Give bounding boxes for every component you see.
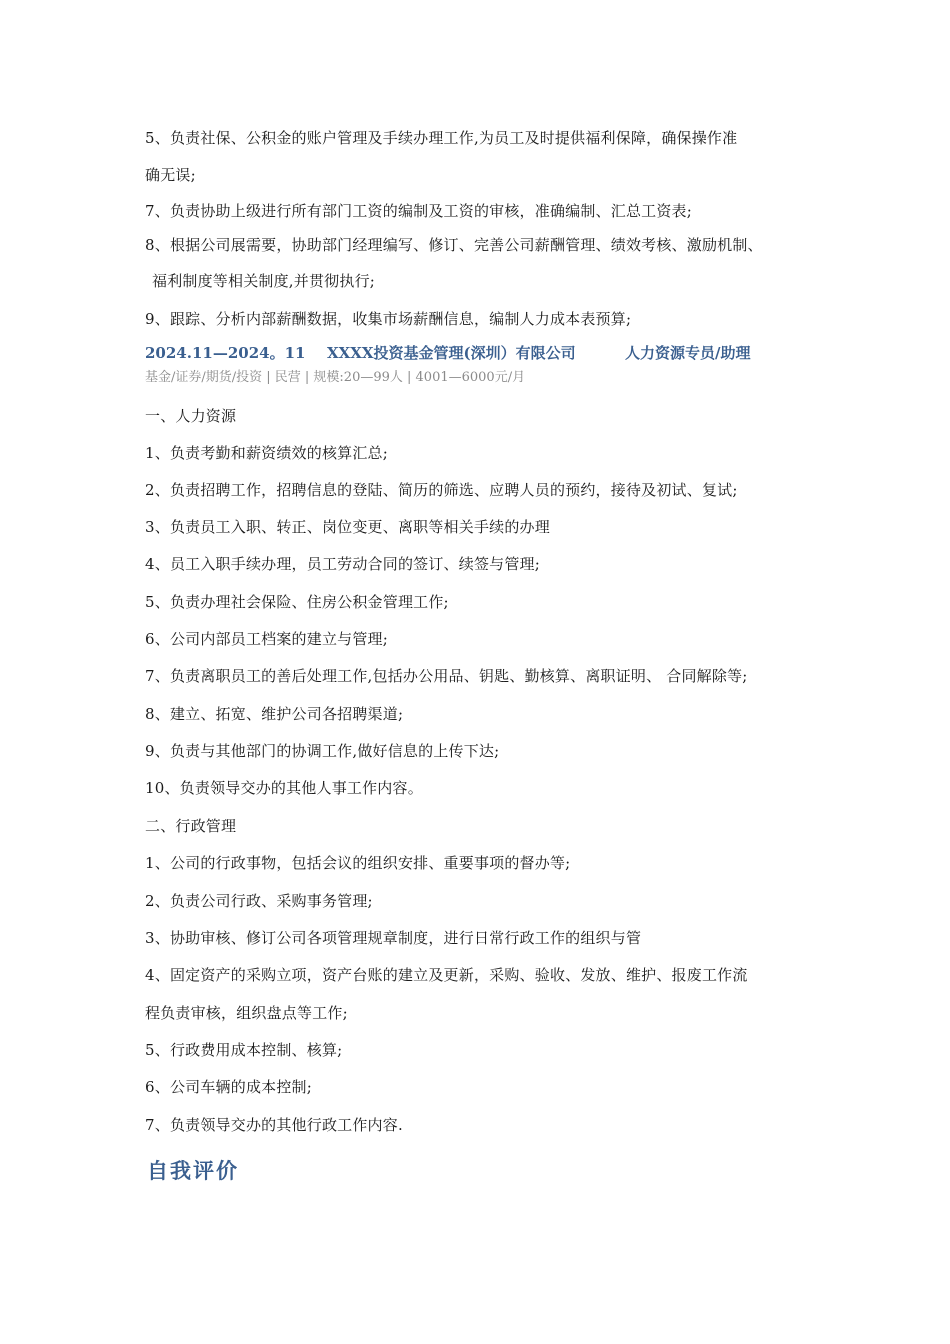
duty-line: 程负责审核，组织盘点等工作; <box>145 1004 348 1022</box>
duty-line: 9、负责与其他部门的协调工作,做好信息的上传下达; <box>145 742 500 760</box>
duty-line: 福利制度等相关制度,并贯彻执行; <box>152 272 376 290</box>
job-period: 2024.11—2024。11 <box>145 344 306 362</box>
self-evaluation-title: 自我评价 <box>147 1158 239 1183</box>
section-heading: 二、行政管理 <box>145 817 237 835</box>
duty-line: 6、公司车辆的成本控制; <box>145 1078 312 1096</box>
duty-line: 5、行政费用成本控制、核算; <box>145 1041 343 1059</box>
duty-line: 4、员工入职手续办理，员工劳动合同的签订、续签与管理; <box>145 555 540 573</box>
duty-line: 7、负责领导交办的其他行政工作内容. <box>145 1116 403 1134</box>
duty-line: 7、负责离职员工的善后处理工作,包括办公用品、钥匙、勤核算、离职证明、 合同解除等; <box>145 667 748 685</box>
duty-line: 5、负责办理社会保险、住房公积金管理工作; <box>145 593 449 611</box>
duty-line: 3、协助审核、修订公司各项管理规章制度，进行日常行政工作的组织与管 <box>145 929 642 947</box>
job-header <box>145 343 750 363</box>
job-company: XXXX投资基金管理(深圳）有限公司 <box>327 344 576 362</box>
duty-line: 6、公司内部员工档案的建立与管理; <box>145 630 388 648</box>
duty-line: 2、负责公司行政、采购事务管理; <box>145 892 373 910</box>
job-meta: 基金/证券/期货/投资 | 民营 | 规模:20—99人 | 4001—6000元/月 <box>145 370 526 385</box>
duty-line: 10、负责领导交办的其他人事工作内容。 <box>145 779 423 797</box>
duty-line: 5、负责社保、公积金的账户管理及手续办理工作,为员工及时提供福利保障，确保操作准 <box>145 129 738 147</box>
section-heading: 一、人力资源 <box>145 407 237 425</box>
duty-line: 1、负责考勤和薪资绩效的核算汇总; <box>145 444 388 462</box>
duty-line: 确无误; <box>145 166 196 184</box>
job-title: 人力资源专员/助理 <box>625 344 751 362</box>
duty-line: 3、负责员工入职、转正、岗位变更、离职等相关手续的办理 <box>145 518 550 536</box>
duty-line: 7、负责协助上级进行所有部门工资的编制及工资的审核，准确编制、汇总工资表; <box>145 202 693 220</box>
duty-line: 1、公司的行政事物，包括会议的组织安排、重要事项的督办等; <box>145 854 571 872</box>
duty-line: 4、固定资产的采购立项，资产台账的建立及更新，采购、验收、发放、维护、报废工作流 <box>145 966 748 984</box>
duty-line: 8、根据公司展需要，协助部门经理编写、修订、完善公司薪酬管理、绩效考核、激励机制、 <box>145 236 763 254</box>
duty-line: 8、建立、拓宽、维护公司各招聘渠道; <box>145 705 404 723</box>
duty-line: 2、负责招聘工作，招聘信息的登陆、简历的筛选、应聘人员的预约，接待及初试、复试; <box>145 481 738 499</box>
duty-line: 9、跟踪、分析内部薪酬数据，收集市场薪酬信息，编制人力成本表预算; <box>145 310 632 328</box>
